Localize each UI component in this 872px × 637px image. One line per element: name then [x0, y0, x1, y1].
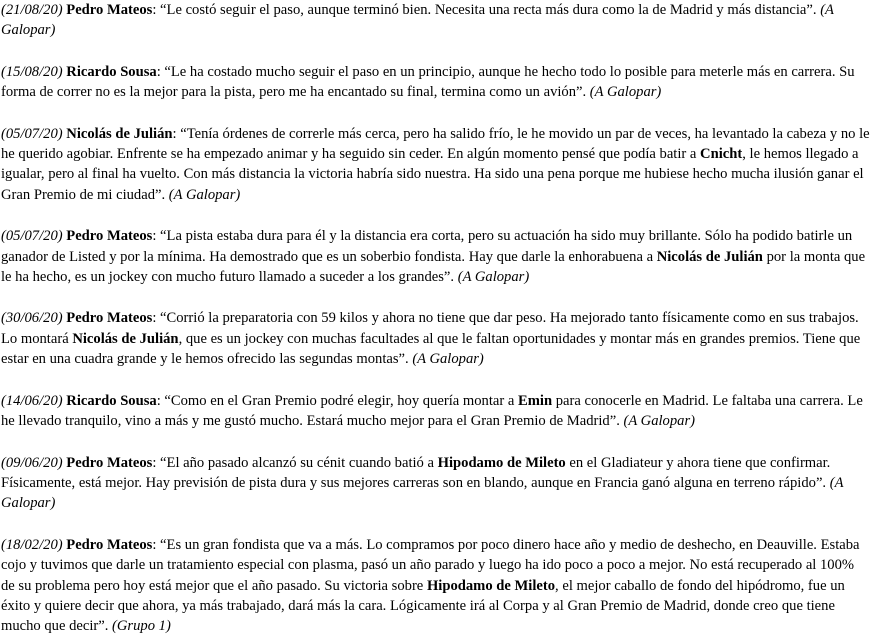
quote-paragraph	[1, 391, 871, 432]
quote-paragraph	[1, 308, 871, 369]
quote-date: (09/06/20)	[1, 454, 63, 471]
quote-text: por la monta que le ha hecho, es un jockey con mucho futuro llamado a suceder a los grandes”.	[1, 248, 866, 286]
quote-source: (A Galopar)	[168, 186, 241, 203]
quote-speaker: Ricardo Sousa	[66, 63, 157, 80]
quote-source: (A Galopar)	[412, 351, 484, 368]
quote-source: (A Galopar)	[623, 413, 695, 430]
quote-text: : “Es un gran fondista que va a más. Lo compramos por poco dinero hace año y medio de deshecho, en Deauville. Estaba cojo y tuvimos que darle un tratamiento especial con plasma, pasó un año parado y luego ha ido poco a poco a mejor. No está recuperado al 100% de su problema pero hoy está mejor que el año pasado. Su victoria sobre	[1, 536, 860, 594]
quote-date: (21/08/20)	[1, 2, 63, 18]
quote-speaker: Pedro Mateos	[66, 454, 153, 471]
quote-paragraph	[1, 226, 871, 287]
quote-paragraph	[1, 535, 871, 637]
highlighted-name: Emin	[518, 392, 553, 409]
quote-source: (A Galopar)	[1, 2, 834, 39]
quote-date: (15/08/20)	[1, 63, 63, 80]
quote-speaker: Pedro Mateos	[66, 310, 153, 327]
quote-text: : “Como en el Gran Premio podré elegir, hoy quería montar a	[156, 392, 519, 409]
highlighted-name: Cnicht	[700, 146, 743, 163]
quote-paragraph	[1, 124, 871, 206]
quote-date: (30/06/20)	[1, 310, 63, 327]
quote-speaker: Nicolás de Julián	[66, 125, 173, 142]
quote-text: : “La pista estaba dura para él y la distancia era corta, pero su actuación ha sido muy brillante. Sólo ha podido batirle un ganador de Listed y por la mínima. Ha demostrado que es un soberbio fondista. Hay que darle la enhorabuena a	[1, 228, 853, 265]
quote-paragraph	[1, 62, 871, 103]
quote-date: (05/07/20)	[1, 125, 63, 142]
quote-text: , que es un jockey con muchas facultades al que le faltan oportunidades y montar más en grandes premios. Tiene que estar en una cuadra grande y le hemos ofrecido las segundas montas”.	[1, 330, 861, 368]
quote-text: : “Le ha costado mucho seguir el paso en un principio, aunque he hecho todo lo posible para meterle más en carrera. Su forma de correr no es la mejor para la pista, pero me ha encantado su final, termina como un avión”.	[1, 63, 855, 101]
quote-date: (14/06/20)	[1, 392, 63, 409]
highlighted-name: Nicolás de Julián	[656, 248, 763, 265]
quote-text: : “Corrió la preparatoria con 59 kilos y ahora no tiene que dar peso. Ha mejorado tanto físicamente como en sus trabajos. Lo montará	[1, 310, 859, 347]
quote-speaker: Pedro Mateos	[66, 536, 153, 553]
quote-source: (A Galopar)	[457, 269, 530, 286]
quote-text: : “Le costó seguir el paso, aunque terminó bien. Necesita una recta más dura como la de Madrid y más distancia”.	[152, 2, 821, 18]
quote-text: para conocerle en Madrid. Le faltaba una carrera. Le he llevado tranquilo, vino a más y me gustó mucho. Estará mucho mejor para el Gran Premio de Madrid”.	[1, 392, 863, 430]
quote-speaker: Pedro Mateos	[66, 2, 153, 18]
quote-text: en el Gladiateur y ahora tiene que confirmar. Físicamente, está mejor. Hay previsión de pista dura y sus mejores carreras son en blando, aunque en Francia ganó alguna en terreno rápido”.	[1, 454, 831, 491]
highlighted-name: Hipodamo de Mileto	[426, 577, 556, 594]
quote-text: , le hemos llegado a igualar, pero al final ha vuelto. Con más distancia la victoria habría sido nuestra. Ha sido una pena porque me hubiese hecho mucha ilusión ganar el Gran Premio de mi ciudad”.	[1, 146, 864, 203]
quote-date: (05/07/20)	[1, 228, 63, 245]
quote-text: : “El año pasado alcanzó su cénit cuando batió a	[152, 454, 438, 471]
highlighted-name: Nicolás de Julián	[72, 330, 179, 347]
quote-paragraph	[1, 453, 871, 514]
quote-source: (A Galopar)	[589, 84, 662, 101]
quote-source: (A Galopar)	[1, 474, 844, 512]
quote-text: : “Tenía órdenes de correrle más cerca, pero ha salido frío, le he movido un par de veces, ha levantado la cabeza y no le he querido agobiar. Enfrente se ha empezado animar y ha seguido sin ceder. En algún momento pensé que podía batir a	[1, 125, 870, 163]
quote-text: , el mejor caballo de fondo del hipódromo, fue un éxito y quiere decir que ahora, ya más trabajado, dará más la cara. Lógicamente irá al Corpa y al Gran Premio de Madrid, donde creo que tiene mucho que decir”.	[1, 577, 845, 635]
quote-speaker: Pedro Mateos	[66, 228, 153, 245]
quote-speaker: Ricardo Sousa	[66, 392, 157, 409]
highlighted-name: Hipodamo de Mileto	[437, 454, 566, 471]
quote-paragraph	[1, 0, 871, 41]
quote-source: (Grupo 1)	[112, 618, 171, 635]
quote-date: (18/02/20)	[1, 536, 63, 553]
